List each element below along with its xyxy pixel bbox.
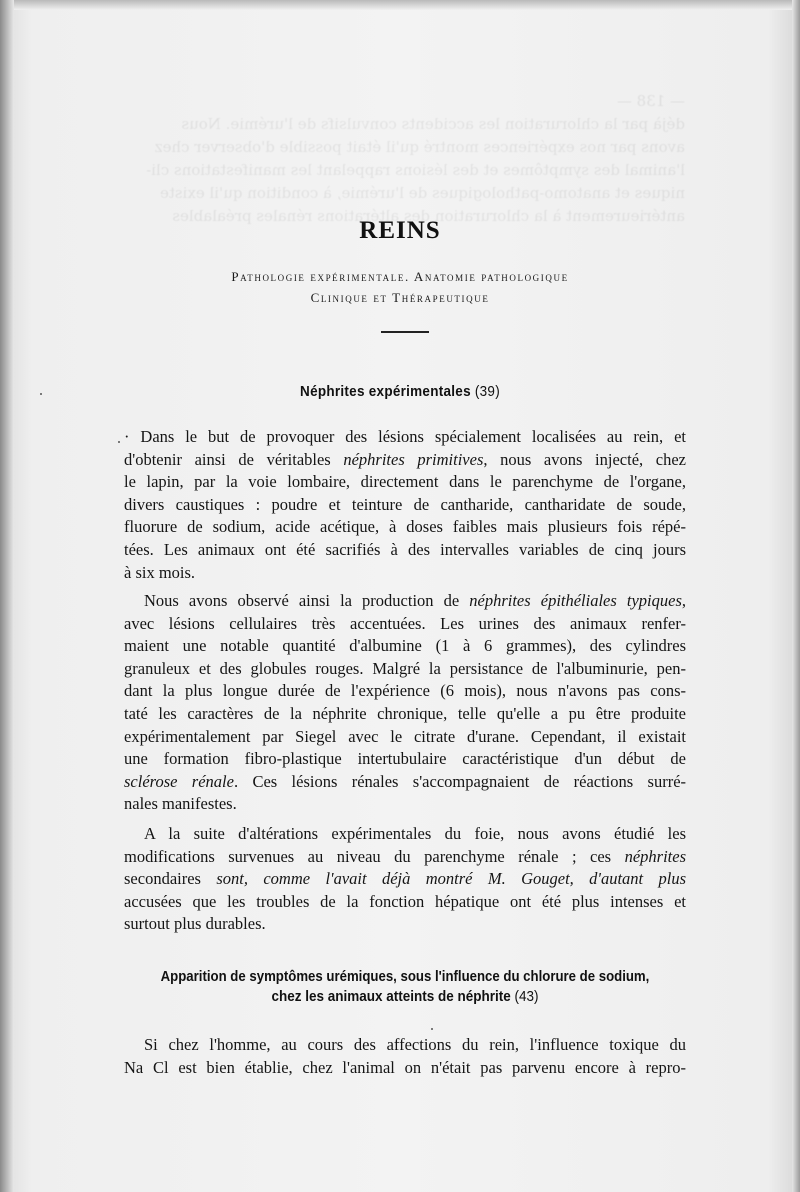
section-ref-2: (43) <box>514 988 539 1005</box>
text-line: expérimentalement par Siegel avec le citrate d'urane. Cependant, il existait <box>124 726 686 746</box>
italic-term: néphrites primitives <box>343 449 484 469</box>
text-line: maient une notable quantité d'albumine (1 à 6 grammes), des cylindres <box>124 636 686 656</box>
text-line: modifications survenues au niveau du parenchyme rénale ; ces néphrites <box>124 846 686 866</box>
section-title-nephrites <box>40 383 760 400</box>
scan-speck <box>118 441 120 443</box>
text-line: accusées que les troubles de la fonction hépatique ont été plus intenses et <box>124 891 686 911</box>
paragraph-3 <box>124 823 686 936</box>
page-left-edge <box>0 0 14 1192</box>
italic-term: sont, comme l'avait déjà montré M. Gouget, d'autant plus <box>200 869 686 889</box>
scan-speck <box>431 1028 433 1030</box>
section-ref: (39) <box>474 383 500 400</box>
paragraph-2 <box>124 590 686 816</box>
section-divider <box>381 331 429 333</box>
bleed-through-line: niques et anatomo-pathologiques de l'urémie, à condition qu'il existe <box>159 184 685 202</box>
text-line: à six mois. <box>124 562 196 582</box>
italic-term: néphrites <box>624 846 686 866</box>
text-line: le lapin, par la voie lombaire, directement dans le parenchyme de l'organe, <box>124 472 686 492</box>
text-line: divers caustiques : poudre et teinture de cantharide, cantharidate de soude, <box>124 494 686 514</box>
text-line: fluorure de sodium, acide acétique, à doses faibles mais plusieurs fois répé- <box>124 517 686 537</box>
page-top-edge <box>0 0 800 10</box>
text-line: Si chez l'homme, au cours des affections du rein, l'influence toxique du <box>144 1035 686 1054</box>
text-line: une formation fibro-plastique intertubulaire caractéristique d'un début de <box>124 749 686 769</box>
bleed-through-line: avons par nos expériences montré qu'il était possible d'observer chez <box>154 138 685 156</box>
bleed-through-line: antérieurement à la chloruration des altérations rénales préalables <box>172 207 685 225</box>
subheading-line-2: Clinique et Thérapeutique <box>310 290 490 305</box>
text-line: Nous avons observé ainsi la production de néphrites épithéliales typiques, <box>144 591 686 610</box>
bleed-through-line: — 138 — <box>616 92 685 110</box>
text-line: surtout plus durables. <box>124 914 266 934</box>
paragraph-1 <box>124 426 686 584</box>
text-line: d'obtenir ainsi de véritables néphrites primitives, nous avons injecté, chez <box>124 449 686 469</box>
text-line: Na Cl est bien établie, chez l'animal on n'était pas parvenu encore à repro- <box>124 1057 686 1077</box>
section-title-line-1: Apparition de symptômes urémiques, sous l'influence du chlorure de sodium, <box>160 968 650 985</box>
bleed-through-line: déjà par la chloruration les accidents convulsifs de l'urémie. Nous <box>181 115 685 133</box>
italic-term: sclérose rénale <box>124 771 234 791</box>
text-line: avec lésions cellulaires très accentuées. Les urines des animaux renfer- <box>124 613 686 633</box>
paragraph-4 <box>124 1034 686 1079</box>
section-title-line-2-text: chez les animaux atteints de néphrite <box>271 988 511 1005</box>
text-line: dant la plus longue durée de l'expérience (6 mois), nous n'avons pas cons- <box>124 681 686 701</box>
text-line: · Dans le but de provoquer des lésions spécialement localisées au rein, et <box>124 427 686 446</box>
bleed-through-line: l'animal des symptômes et des lésions rappelant les manifestations cli- <box>146 161 685 179</box>
text-line: taté les caractères de la néphrite chronique, telle qu'elle a pu être produite <box>124 703 686 723</box>
text-line: A la suite d'altérations expérimentales du foie, nous avons étudié les <box>144 824 686 843</box>
page-right-edge <box>792 0 800 1192</box>
text-line: sclérose rénale. Ces lésions rénales s'accompagnaient de réactions surré- <box>124 771 687 791</box>
subheading-line-1: Pathologie expérimentale. Anatomie pathologique <box>231 269 569 284</box>
page-title: REINS <box>359 217 441 244</box>
section-title-text: Néphrites expérimentales <box>300 383 471 400</box>
text-line: granuleux et des globules rouges. Malgré la persistance de l'albuminurie, pen- <box>124 658 686 678</box>
scan-speck <box>40 393 42 395</box>
section-title-line-2 <box>152 988 658 1005</box>
text-line: secondaires sont, comme l'avait déjà montré M. Gouget, d'autant plus <box>124 869 686 889</box>
bleed-through-text <box>125 90 685 228</box>
text-line: tées. Les animaux ont été sacrifiés à des intervalles variables de cinq jours <box>124 539 686 559</box>
section-title-uremie <box>124 968 686 1005</box>
text-line: nales manifestes. <box>124 794 237 814</box>
italic-term: néphrites épithéliales typiques <box>469 591 682 610</box>
